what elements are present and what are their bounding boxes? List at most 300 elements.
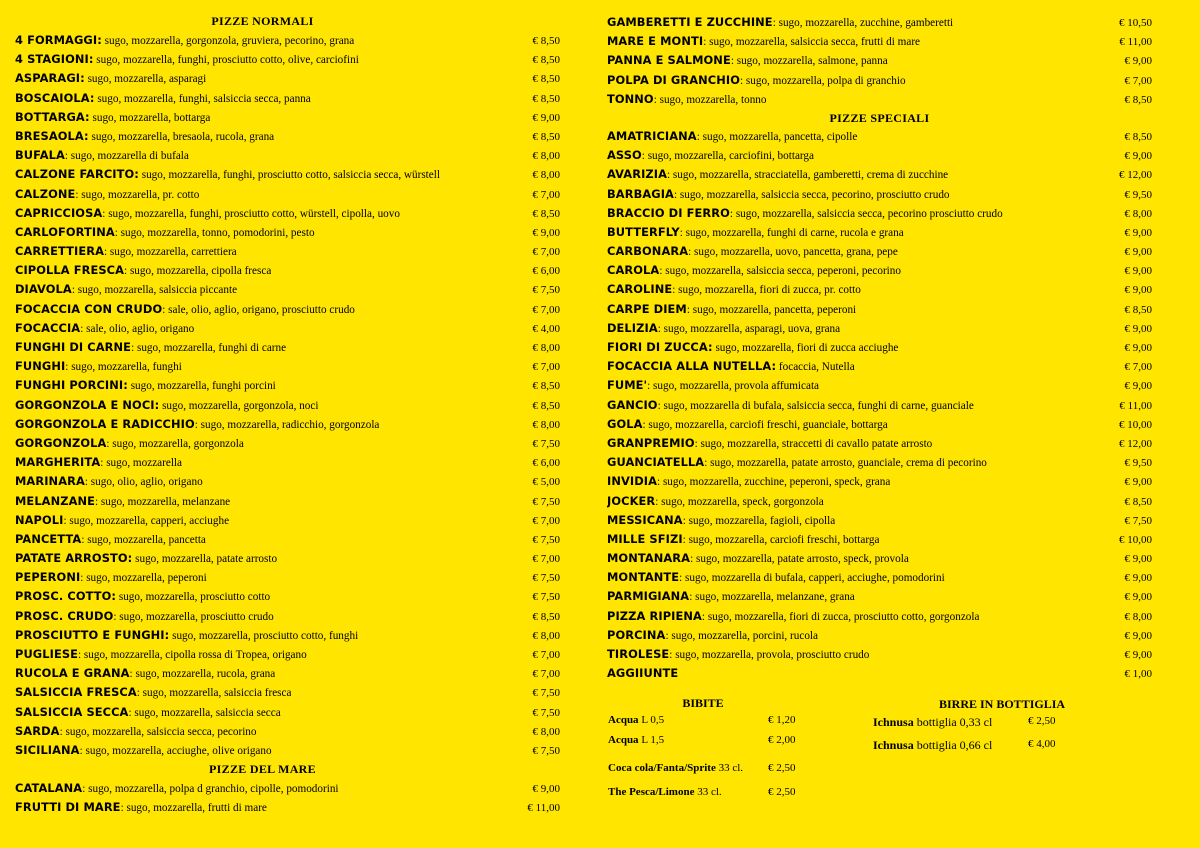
menu-item-text — [607, 511, 835, 531]
menu-item — [15, 434, 560, 453]
menu-item — [607, 607, 1152, 626]
menu-item-price: € 7,00 — [532, 668, 560, 681]
menu-item-name: CIPOLLA FRESCA — [15, 263, 125, 278]
menu-item-text — [15, 242, 237, 262]
menu-item — [15, 165, 560, 184]
drink-label — [608, 786, 722, 798]
menu-item-name: CARBONARA — [607, 244, 689, 259]
menu-item-name: PORCINA — [607, 627, 666, 642]
menu-item-description: sugo, mozzarella, funghi, salsiccia secca, panna — [94, 92, 311, 105]
menu-item-price: € 9,00 — [1124, 342, 1152, 354]
menu-item-name: CALZONE FARCITO: — [15, 167, 139, 182]
menu-item-description: : sugo, mozzarella, salsiccia secca, pecorino — [59, 725, 257, 738]
menu-item — [607, 492, 1152, 511]
menu-item-price: € 8,50 — [532, 399, 560, 412]
menu-item-text — [607, 319, 840, 339]
menu-item-text — [607, 71, 906, 91]
menu-item-description: : sugo, mozzarella, patate arrosto, speck, provola — [690, 553, 909, 566]
menu-item — [15, 683, 560, 702]
drink-label — [608, 734, 664, 746]
menu-item-text — [607, 492, 824, 512]
menu-item — [15, 511, 560, 530]
menu-item-description: : sugo, mozzarella, pr. cotto — [75, 188, 200, 201]
menu-item — [15, 453, 560, 472]
menu-item-name: CALZONE — [15, 186, 76, 201]
menu-item — [607, 146, 1152, 165]
menu-item-description: : sugo, mozzarella, zucchine, gamberetti — [772, 17, 954, 29]
menu-item-text — [607, 434, 932, 454]
menu-item-description: : sugo, mozzarella, porcini, rucola — [665, 629, 818, 642]
menu-item-description: : sugo, mozzarella, stracciatella, gamberetti, crema di zucchine — [667, 169, 949, 182]
menu-item-price: € 9,50 — [1124, 188, 1152, 201]
menu-item — [607, 165, 1152, 184]
menu-item-name: SARDA — [15, 723, 60, 738]
menu-item-description: : sugo, mozzarella, provola, prosciutto crudo — [669, 649, 870, 661]
bibite-list — [608, 714, 808, 798]
menu-item — [15, 204, 560, 223]
menu-item-description: : sugo, mozzarella di bufala, capperi, acciughe, pomodorini — [679, 572, 945, 585]
menu-item — [607, 338, 1152, 357]
menu-item-name: 4 STAGIONI: — [15, 52, 94, 67]
menu-item-text — [15, 511, 229, 531]
menu-item-name: GRANPREMIO — [607, 435, 695, 450]
menu-item-description: : sugo, mozzarella, salsiccia secca, pecorino, prosciutto crudo — [673, 188, 950, 201]
menu-item — [15, 223, 560, 242]
drink-name: Coca cola/Fanta/Sprite — [608, 762, 716, 774]
drink-detail: L 1,5 — [638, 734, 665, 746]
menu-item-name: POLPA DI GRANCHIO — [607, 72, 741, 87]
menu-item-price: € 1,00 — [1124, 668, 1152, 681]
menu-item-price: € 8,50 — [1124, 130, 1152, 143]
menu-item-text — [15, 338, 286, 358]
menu-item — [15, 549, 560, 568]
menu-item-text — [15, 664, 275, 684]
menu-item-text — [607, 223, 904, 243]
menu-item-description: focaccia, Nutella — [776, 361, 855, 374]
beer-detail: bottiglia 0,33 cl — [913, 715, 993, 729]
menu-item-price: € 10,00 — [1119, 533, 1152, 546]
menu-item-description: : sugo, mozzarella, asparagi, uova, grana — [657, 322, 841, 335]
menu-item — [15, 779, 560, 798]
menu-item-description: sugo, mozzarella, gorgonzola, noci — [159, 399, 319, 412]
menu-item-description: : sale, olio, aglio, origano, prosciutto crudo — [162, 303, 355, 316]
menu-item-name: AMATRICIANA — [607, 128, 697, 143]
menu-item-text — [607, 626, 818, 646]
menu-item-price: € 12,00 — [1119, 437, 1152, 450]
beer-detail: bottiglia 0,66 cl — [913, 738, 993, 752]
menu-item — [607, 549, 1152, 568]
menu-item-description: sugo, mozzarella, asparagi — [84, 73, 207, 86]
menu-item-price: € 9,00 — [532, 226, 560, 239]
menu-item-description: : sugo, mozzarella, frutti di mare — [120, 802, 267, 815]
menu-item-description: : sugo, mozzarella, polpa d granchio, cipolle, pomodorini — [82, 783, 339, 796]
menu-item-price: € 9,00 — [1124, 553, 1152, 566]
menu-item-price: € 8,00 — [532, 418, 560, 431]
menu-item-name: NAPOLI — [15, 512, 64, 527]
menu-item-price: € 7,50 — [532, 744, 560, 757]
pizze-mare-list-left — [15, 779, 560, 817]
menu-item-price: € 9,00 — [1124, 572, 1152, 585]
beer-price: € 2,50 — [1028, 715, 1056, 727]
pizze-mare-list-right — [607, 13, 1152, 109]
menu-item-name: FIORI DI ZUCCA: — [607, 340, 713, 354]
beer-item — [873, 715, 1143, 730]
menu-item-name: MILLE SFIZI — [607, 531, 683, 546]
menu-item — [15, 664, 560, 683]
menu-item-price: € 9,00 — [1124, 476, 1152, 489]
drink-item — [608, 786, 808, 798]
menu-item-description: sugo, mozzarella, patate arrosto — [132, 553, 278, 566]
menu-item-price: € 8,50 — [1124, 93, 1152, 106]
menu-item-description: : sugo, mozzarella, zucchine, peperoni, speck, grana — [657, 476, 891, 489]
menu-item-description: : sugo, mozzarella, fagioli, cipolla — [682, 514, 836, 527]
menu-item-price: € 8,50 — [532, 92, 560, 105]
menu-item-text — [15, 89, 311, 109]
menu-item — [607, 587, 1152, 606]
menu-item-name: SALSICCIA FRESCA — [15, 685, 137, 700]
menu-item-text — [607, 587, 855, 607]
drink-price: € 2,50 — [768, 786, 796, 798]
menu-item-description: : sugo, mozzarella, cipolla rossa di Tropea, origano — [78, 649, 307, 661]
menu-item-price: € 11,00 — [1119, 36, 1152, 49]
menu-item — [15, 89, 560, 108]
menu-item — [607, 185, 1152, 204]
menu-item-text — [15, 530, 206, 550]
menu-item-name: ASSO — [607, 148, 642, 163]
menu-item — [607, 127, 1152, 146]
menu-item — [15, 396, 560, 415]
bibite-section — [608, 694, 808, 802]
menu-item-name: GORGONZOLA E RADICCHIO — [15, 416, 195, 431]
menu-item-name: GAMBERETTI E ZUCCHINE — [607, 15, 773, 29]
menu-item-price: € 4,00 — [532, 322, 560, 335]
menu-item-price: € 7,00 — [532, 514, 560, 527]
menu-item — [15, 703, 560, 722]
menu-item-text — [607, 32, 920, 52]
drink-label — [608, 762, 743, 774]
menu-item — [15, 300, 560, 319]
menu-item-price: € 7,50 — [532, 495, 560, 508]
menu-item-description: : sugo, mozzarella, capperi, acciughe — [63, 514, 230, 527]
menu-item-description: : sugo, mozzarella, fiori di zucca, prosciutto cotto, gorgonzola — [701, 610, 980, 623]
menu-item-text — [15, 703, 281, 723]
drink-price: € 2,00 — [768, 734, 796, 746]
menu-item — [607, 396, 1152, 415]
menu-item-name: GORGONZOLA — [15, 435, 107, 450]
menu-item — [607, 13, 1152, 32]
menu-item-text — [607, 376, 819, 396]
menu-item-name: AGGIIUNTE — [607, 666, 679, 681]
drink-price: € 2,50 — [768, 762, 796, 774]
menu-item-text — [15, 204, 400, 224]
menu-item-price: € 7,50 — [532, 572, 560, 585]
menu-item-price: € 7,50 — [532, 706, 560, 719]
menu-item-name: JOCKER — [607, 493, 656, 508]
menu-item-description: : sugo, mozzarella, patate arrosto, guanciale, crema di pecorino — [704, 457, 987, 470]
menu-item-name: GOLA — [607, 416, 643, 431]
menu-item-text — [607, 549, 909, 569]
menu-item-description: : sugo, mozzarella, funghi — [65, 361, 182, 374]
menu-item — [607, 453, 1152, 472]
drink-label — [608, 714, 664, 726]
menu-item — [15, 798, 560, 817]
menu-item — [15, 530, 560, 549]
menu-item-price: € 10,50 — [1119, 17, 1152, 29]
menu-item-price: € 8,00 — [1124, 610, 1152, 623]
menu-item-text — [607, 396, 974, 416]
menu-item-text — [15, 396, 318, 416]
drink-detail: L 0,5 — [638, 714, 665, 726]
menu-item — [15, 108, 560, 127]
menu-item-name: AVARIZIA — [607, 167, 668, 182]
drink-item — [608, 762, 808, 774]
menu-item-name: PARMIGIANA — [607, 589, 690, 604]
menu-item-description: : sugo, olio, aglio, origano — [84, 476, 203, 489]
menu-item-description: sugo, mozzarella, bottarga — [89, 111, 211, 124]
menu-item-price: € 7,00 — [532, 246, 560, 259]
menu-item-description: : sugo, mozzarella, funghi, prosciutto cotto, würstell, cipolla, uovo — [102, 207, 400, 220]
menu-item-description: : sugo, mozzarella, salsiccia secca, frutti di mare — [703, 36, 921, 49]
menu-item — [15, 472, 560, 491]
menu-item-price: € 7,50 — [532, 437, 560, 450]
menu-item-description: : sugo, mozzarella, funghi di carne, rucola e grana — [679, 226, 904, 239]
menu-item-description: : sugo, mozzarella, pancetta, peperoni — [686, 303, 857, 316]
menu-item-price: € 9,00 — [1124, 284, 1152, 297]
menu-item-name: BRESAOLA: — [15, 128, 89, 143]
menu-item-name: TONNO — [607, 91, 654, 106]
menu-item — [15, 626, 560, 645]
menu-item-description: : sugo, mozzarella, carciofi freschi, bottarga — [682, 533, 880, 546]
menu-item-text — [607, 146, 814, 166]
menu-item-description: : sugo, mozzarella, melanzane, grana — [689, 591, 855, 604]
menu-item-name: PANCETTA — [15, 531, 82, 546]
menu-item-price: € 8,50 — [532, 130, 560, 143]
menu-item-description: : sugo, mozzarella, peperoni — [80, 572, 207, 585]
menu-item-description: sugo, mozzarella, gorgonzola, gruviera, pecorino, grana — [101, 35, 355, 47]
menu-item-price: € 7,50 — [532, 687, 560, 700]
menu-item — [15, 69, 560, 88]
menu-item-price: € 8,50 — [532, 35, 560, 47]
menu-item-text — [15, 626, 358, 646]
menu-item-description: : sugo, mozzarella, pancetta — [81, 533, 206, 546]
menu-item-description: : sugo, mozzarella, salsiccia piccante — [71, 284, 238, 297]
menu-item-text — [607, 453, 987, 473]
menu-item — [607, 223, 1152, 242]
menu-item-name: PEPERONI — [15, 570, 81, 585]
menu-item-price: € 12,00 — [1119, 169, 1152, 182]
menu-item-text — [15, 607, 274, 627]
menu-item-description: : sugo, mozzarella, pancetta, cipolle — [696, 130, 858, 143]
menu-item-text — [15, 357, 182, 377]
menu-item-description: sugo, mozzarella, funghi porcini — [127, 380, 276, 393]
menu-item-price: € 9,00 — [1124, 649, 1152, 661]
menu-item-text — [15, 300, 355, 320]
menu-item-text — [15, 185, 199, 205]
drink-item — [608, 734, 808, 746]
menu-item-price: € 7,00 — [532, 188, 560, 201]
menu-item-price: € 7,00 — [1124, 361, 1152, 374]
menu-item-price: € 9,50 — [1124, 457, 1152, 470]
menu-item-text — [607, 415, 888, 435]
menu-item — [607, 415, 1152, 434]
menu-item-name: CARPE DIEM — [607, 301, 687, 316]
menu-item-price: € 9,00 — [1124, 150, 1152, 163]
menu-item-price: € 6,00 — [532, 265, 560, 278]
menu-item-name: BRACCIO DI FERRO — [607, 205, 730, 220]
menu-item-name: GUANCIATELLA — [607, 455, 705, 470]
menu-item-text — [15, 549, 277, 569]
menu-item-price: € 9,00 — [1124, 246, 1152, 259]
menu-item-description: : sugo, mozzarella, tonno — [653, 93, 767, 106]
menu-item-text — [607, 568, 945, 588]
menu-item-price: € 8,50 — [532, 610, 560, 623]
menu-item-price: € 7,00 — [532, 361, 560, 374]
menu-item-price: € 9,00 — [1124, 591, 1152, 604]
menu-item-description: : sugo, mozzarella di bufala — [64, 150, 189, 163]
menu-item — [607, 280, 1152, 299]
menu-item-name: TIROLESE — [607, 647, 670, 661]
menu-item — [607, 472, 1152, 491]
menu-item-price: € 9,00 — [1124, 380, 1152, 393]
menu-item-text — [15, 165, 440, 185]
menu-item-price: € 6,00 — [532, 457, 560, 470]
menu-item-text — [607, 338, 898, 358]
menu-item — [15, 741, 560, 760]
beer-label — [873, 715, 1028, 730]
menu-item-text — [15, 587, 270, 607]
menu-item-text — [15, 146, 189, 166]
menu-item-description: : sugo, mozzarella, carciofini, bottarga — [641, 150, 814, 163]
menu-item-name: MESSICANA — [607, 512, 683, 527]
menu-item-name: PROSC. COTTO: — [15, 589, 117, 604]
menu-item-text — [607, 261, 901, 281]
menu-item — [607, 242, 1152, 261]
menu-item-text — [607, 300, 856, 320]
menu-item-name: PANNA E SALMONE — [607, 53, 731, 68]
menu-item-name: FUNGHI — [15, 359, 66, 374]
right-column — [607, 0, 1152, 683]
menu-item-description: : sugo, mozzarella, salsiccia secca — [128, 706, 281, 719]
menu-item-name: FUME' — [607, 378, 648, 393]
menu-item-text — [15, 108, 210, 128]
menu-item-name: CARLOFORTINA — [15, 224, 115, 239]
menu-item-description: : sugo, mozzarella, prosciutto crudo — [113, 610, 274, 623]
menu-item — [607, 204, 1152, 223]
menu-item-description: : sugo, mozzarella, salmone, panna — [730, 55, 888, 68]
menu-item-text — [15, 492, 230, 512]
menu-item-text — [15, 741, 272, 761]
menu-item — [607, 664, 1152, 683]
menu-item-text — [607, 664, 678, 684]
menu-item-price: € 8,00 — [1124, 207, 1152, 220]
menu-item-price: € 7,00 — [532, 553, 560, 566]
menu-item-description: : sugo, mozzarella, polpa di granchio — [740, 74, 906, 87]
menu-item-description: : sugo, mozzarella, tonno, pomodorini, pesto — [114, 226, 315, 239]
menu-item-text — [15, 376, 276, 396]
menu-item-name: MARINARA — [15, 474, 85, 489]
menu-item-name: MONTANARA — [607, 551, 691, 566]
menu-item — [15, 568, 560, 587]
menu-item-name: RUCOLA E GRANA — [15, 666, 130, 681]
menu-item-text — [15, 319, 194, 339]
menu-item-name: ASPARAGI: — [15, 71, 85, 86]
birre-list — [873, 715, 1143, 753]
menu-item-name: BARBAGIA — [607, 186, 674, 201]
menu-item-price: € 9,00 — [1124, 55, 1152, 68]
menu-item-price: € 5,00 — [532, 476, 560, 489]
drink-name: Acqua — [608, 734, 639, 746]
menu-item-description: : sugo, mozzarella, salsiccia secca, peperoni, pecorino — [659, 265, 901, 278]
menu-item-name: FOCACCIA ALLA NUTELLA: — [607, 359, 777, 374]
menu-item-name: BOSCAIOLA: — [15, 90, 95, 105]
menu-item-description: sugo, mozzarella, prosciutto cotto — [116, 591, 271, 604]
menu-item-price: € 9,00 — [1124, 629, 1152, 642]
pizze-speciali-list — [607, 127, 1152, 683]
section-title-pizze-speciali: PIZZE SPECIALI — [829, 110, 930, 125]
menu-item-name: MELANZANE — [15, 493, 96, 508]
menu-item-price: € 7,00 — [532, 649, 560, 661]
menu-item-name: GANCIO — [607, 397, 658, 412]
menu-item-text — [607, 242, 898, 262]
menu-item-text — [607, 90, 766, 110]
menu-item — [15, 492, 560, 511]
menu-item-price: € 9,00 — [1124, 226, 1152, 239]
menu-item-text — [15, 722, 257, 742]
menu-item — [607, 511, 1152, 530]
menu-item — [15, 587, 560, 606]
menu-item-name: FRUTTI DI MARE — [15, 800, 121, 815]
menu-item-price: € 8,00 — [532, 150, 560, 163]
menu-item-text — [15, 472, 203, 492]
menu-item — [607, 530, 1152, 549]
menu-item — [15, 645, 560, 664]
menu-item-price: € 9,00 — [1124, 322, 1152, 335]
section-title-pizze-normali: PIZZE NORMALI — [211, 14, 314, 28]
menu-item — [607, 300, 1152, 319]
menu-item-price: € 8,50 — [1124, 495, 1152, 508]
menu-item-name: CAROLA — [607, 263, 660, 278]
menu-item-price: € 11,00 — [1119, 399, 1152, 412]
menu-item-name: PROSCIUTTO E FUNGHI: — [15, 627, 170, 642]
menu-item — [607, 357, 1152, 376]
pizze-normali-list — [15, 31, 560, 760]
menu-item-price: € 7,00 — [532, 303, 560, 316]
menu-item — [607, 261, 1152, 280]
beer-name: Ichnusa — [873, 715, 914, 729]
menu-item-name: PATATE ARROSTO: — [15, 551, 133, 566]
menu-item — [15, 127, 560, 146]
menu-item — [607, 71, 1152, 90]
beer-item — [873, 738, 1143, 753]
menu-item-price: € 8,00 — [532, 169, 560, 182]
menu-item-text — [607, 127, 857, 147]
menu-item — [607, 626, 1152, 645]
menu-item-price: € 9,00 — [532, 783, 560, 796]
menu-item-text — [15, 779, 339, 799]
menu-item-name: GORGONZOLA E NOCI: — [15, 397, 160, 412]
menu-item-price: € 9,00 — [532, 111, 560, 124]
menu-item-price: € 8,00 — [532, 629, 560, 642]
menu-item-description: : sugo, mozzarella, carciofi freschi, guanciale, bottarga — [642, 418, 888, 431]
menu-item-description: : sugo, mozzarella, speck, gorgonzola — [655, 495, 824, 508]
menu-item — [15, 319, 560, 338]
menu-item — [15, 722, 560, 741]
menu-item-description: : sugo, mozzarella, acciughe, olive origano — [79, 744, 272, 757]
drink-detail: 33 cl. — [715, 762, 744, 774]
menu-item-name: PIZZA RIPIENA — [607, 608, 702, 623]
drink-price: € 1,20 — [768, 714, 796, 726]
menu-item-text — [15, 645, 307, 665]
